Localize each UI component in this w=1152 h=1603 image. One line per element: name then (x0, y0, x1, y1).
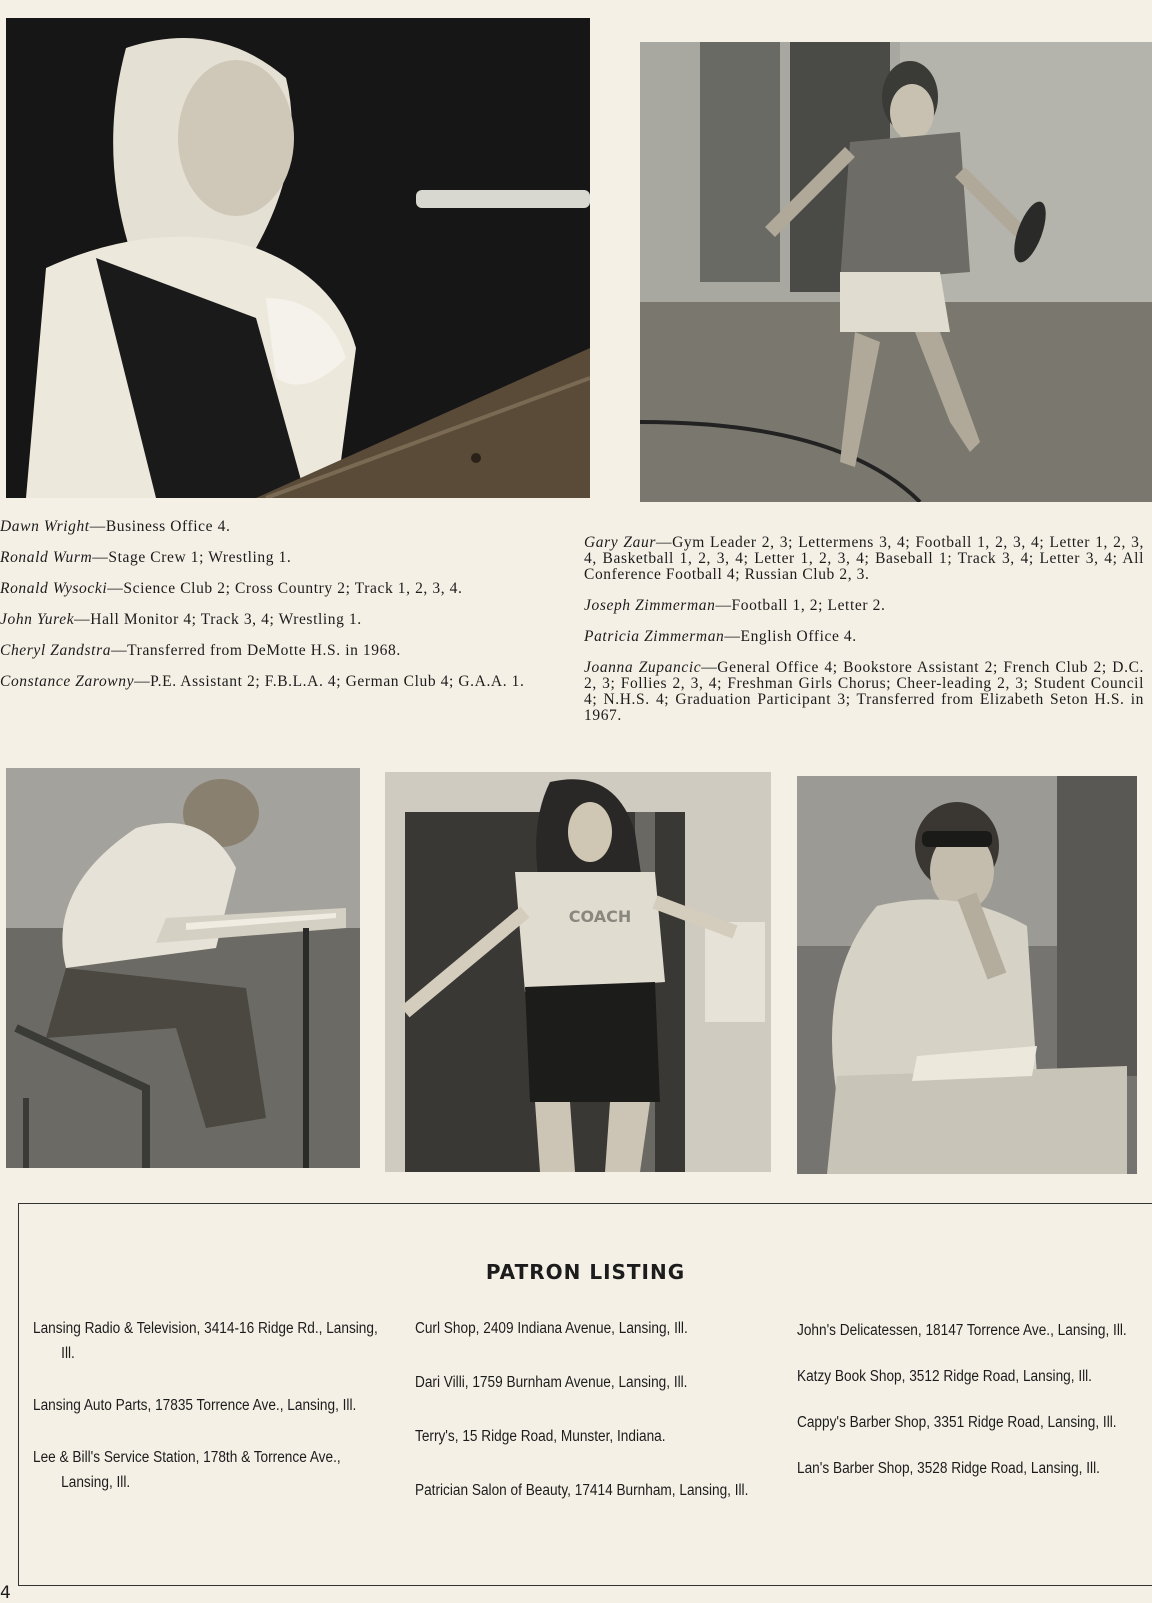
patron-column-1 (33, 1316, 385, 1495)
photo-boy-with-paddle (640, 42, 1152, 502)
patron-entry: John's Delicatessen, 18147 Torrence Ave., Lansing, Ill. (797, 1322, 1127, 1339)
caption-ronald-wysocki: Ronald Wysocki—Science Club 2; Cross Country 2; Track 1, 2, 3, 4. (0, 580, 463, 597)
patron-entry: Lan's Barber Shop, 3528 Ridge Road, Lansing, Ill. (797, 1460, 1100, 1477)
captions-right (584, 535, 1144, 739)
caption-john-yurek: John Yurek—Hall Monitor 4; Track 3, 4; Wrestling 1. (0, 611, 362, 628)
patron-entry: Lansing Auto Parts, 17835 Torrence Ave., Lansing, Ill. (33, 1397, 357, 1414)
caption-constance-zarowny: Constance Zarowny—P.E. Assistant 2; F.B.L.A. 4; German Club 4; G.A.A. 1. (0, 673, 525, 690)
patron-entry: Dari Villi, 1759 Burnham Avenue, Lansing, Ill. (415, 1374, 688, 1391)
patron-entry: Patrician Salon of Beauty, 17414 Burnham, Lansing, Ill. (415, 1482, 749, 1499)
patron-entry: Cappy's Barber Shop, 3351 Ridge Road, Lansing, Ill. (797, 1414, 1117, 1431)
caption-dawn-wright: Dawn Wright—Business Office 4. (0, 518, 231, 535)
patron-listing-box (18, 1203, 1152, 1586)
caption-patricia-zimmerman: Patricia Zimmerman—English Office 4. (584, 628, 857, 645)
patron-entry: Lansing Radio & Television, 3414-16 Ridge Rd., Lansing, Ill. (33, 1320, 378, 1362)
patron-entry: Lee & Bill's Service Station, 178th & Torrence Ave., Lansing, Ill. (33, 1449, 341, 1491)
patron-column-3 (797, 1318, 1149, 1481)
captions-left (0, 519, 560, 705)
photo-girl-coach-shirt (385, 772, 771, 1172)
shirt-coach-text: COACH (568, 907, 632, 926)
caption-ronald-wurm: Ronald Wurm—Stage Crew 1; Wrestling 1. (0, 549, 292, 566)
photo-boy-at-desk (6, 768, 360, 1168)
caption-cheryl-zandstra: Cheryl Zandstra—Transferred from DeMotte H.S. in 1968. (0, 642, 401, 659)
caption-joseph-zimmerman: Joseph Zimmerman—Football 1, 2; Letter 2. (584, 597, 886, 614)
patron-listing-title: PATRON LISTING (485, 1260, 686, 1284)
caption-joanna-zupancic: Joanna Zupancic—General Office 4; Bookstore Assistant 2; French Club 2; D.C. 2, 3; Follies 2, 3, 4; Freshman Girls Chorus; Cheer-leading 2, 3; Student Council 4; N.H.S. 4; Graduation Participant 3; Transferred from Elizabeth Seton H.S. in 1967. (584, 659, 1144, 724)
patron-entry: Terry's, 15 Ridge Road, Munster, Indiana. (415, 1428, 666, 1445)
patron-entry: Curl Shop, 2409 Indiana Avenue, Lansing, Ill. (415, 1320, 688, 1337)
caption-gary-zaur: Gary Zaur—Gym Leader 2, 3; Lettermens 3, 4; Football 1, 2, 3, 4; Letter 1, 2, 3, 4, Basketball 1, 2, 3, 4; Letter 1, 2, 3, 4; Baseball 1; Track 3, 4; Letter 3, 4; All Conference Football 4; Russian Club 2, 3. (584, 534, 1144, 583)
photo-girl-at-podium (6, 18, 590, 498)
patron-column-2 (415, 1316, 767, 1503)
photo-boy-sunglasses (797, 776, 1137, 1174)
page-number: 4 (0, 1583, 11, 1603)
patron-entry: Katzy Book Shop, 3512 Ridge Road, Lansing, Ill. (797, 1368, 1092, 1385)
